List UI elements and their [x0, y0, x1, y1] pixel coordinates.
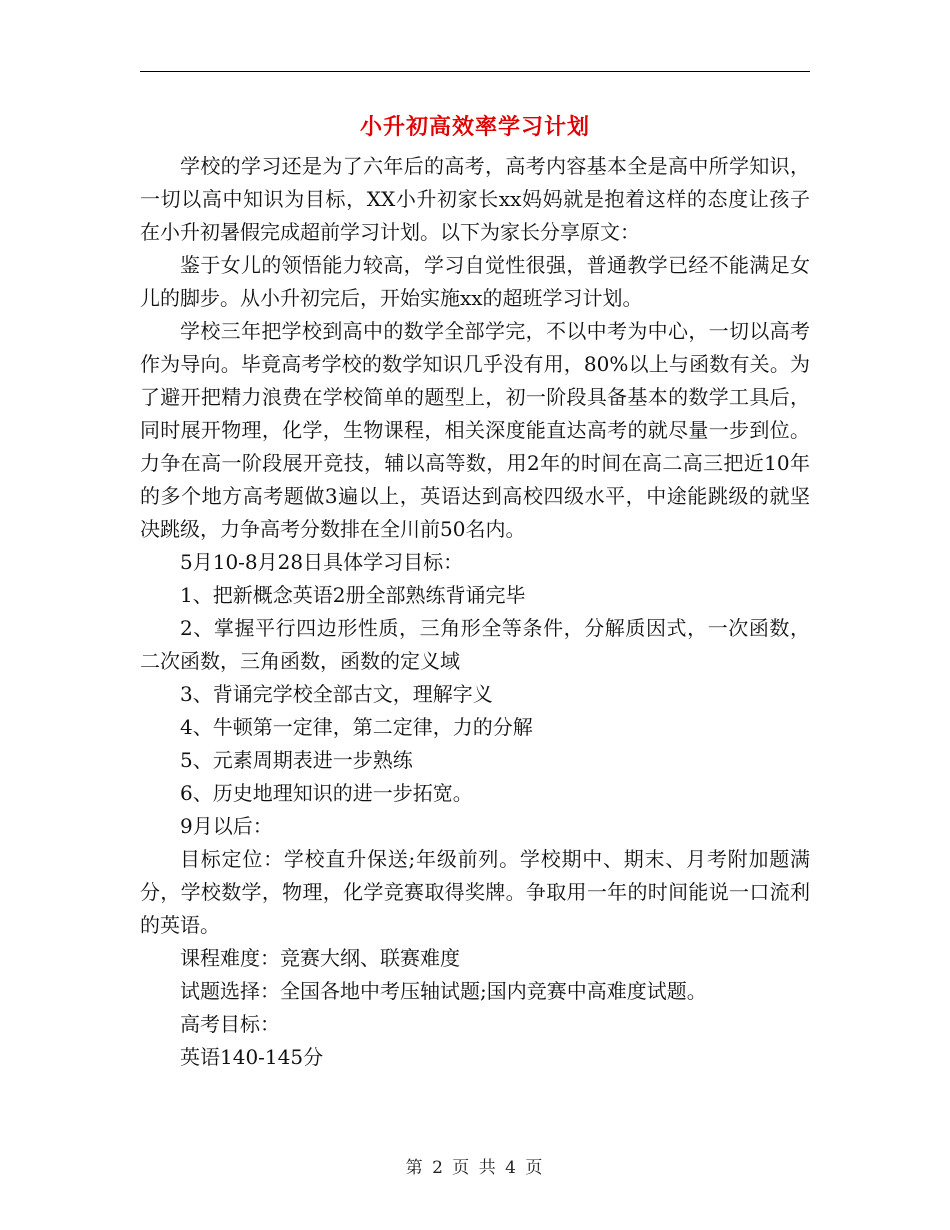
list-item: 3、背诵完学校全部古文，理解字义 [180, 682, 493, 706]
paragraph: 目标定位：学校直升保送;年级前列。学校期中、期末、月考附加题满分，学校数学，物理，化学竞赛取得奖牌。争取用一年的时间能说一口流利的英语。 [140, 847, 810, 937]
document-body [140, 150, 810, 1074]
page-footer: 第 2 页 共 4 页 [405, 1158, 545, 1178]
list-item: 2、掌握平行四边形性质，三角形全等条件，分解质因式，一次函数，二次函数，三角函数，函数的定义域 [140, 616, 810, 673]
paragraph: 学校三年把学校到高中的数学全部学完，不以中考为中心，一切以高考作为导向。毕竟高考学校的数学知识几乎没有用，80%以上与函数有关。为了避开把精力浪费在学校简单的题型上，初一阶段具备基本的数学工具后，同时展开物理，化学，生物课程，相关深度能直达高考的就尽量一步到位。力争在高一阶段展开竞技，辅以高等数，用2年的时间在高二高三把近10年的多个地方高考题做3遍以上，英语达到高校四级水平，中途能跳级的就坚决跳级，力争高考分数排在全川前50名内。 [140, 319, 810, 541]
paragraph: 课程难度：竞赛大纲、联赛难度 [180, 946, 460, 970]
paragraph: 试题选择：全国各地中考压轴试题;国内竞赛中高难度试题。 [180, 979, 707, 1003]
document-title: 小升初高效率学习计划 [359, 114, 590, 140]
list-item: 5、元素周期表进一步熟练 [180, 748, 413, 772]
paragraph: 鉴于女儿的领悟能力较高，学习自觉性很强，普通教学已经不能满足女儿的脚步。从小升初完后，开始实施xx的超班学习计划。 [140, 253, 810, 310]
paragraph: 学校的学习还是为了六年后的高考，高考内容基本全是高中所学知识，一切以高中知识为目标，XX小升初家长xx妈妈就是抱着这样的态度让孩子在小升初暑假完成超前学习计划。以下为家长分享原文： [140, 154, 810, 244]
list-item: 6、历史地理知识的进一步拓宽。 [180, 781, 473, 805]
paragraph: 5月10-8月28日具体学习目标： [180, 550, 464, 574]
list-item: 4、牛顿第一定律，第二定律，力的分解 [180, 715, 533, 739]
paragraph: 英语140-145分 [180, 1045, 324, 1069]
list-item: 1、把新概念英语2册全部熟练背诵完毕 [180, 583, 526, 607]
header-rule [140, 71, 810, 72]
paragraph: 高考目标： [180, 1012, 280, 1036]
paragraph: 9月以后： [180, 814, 273, 838]
